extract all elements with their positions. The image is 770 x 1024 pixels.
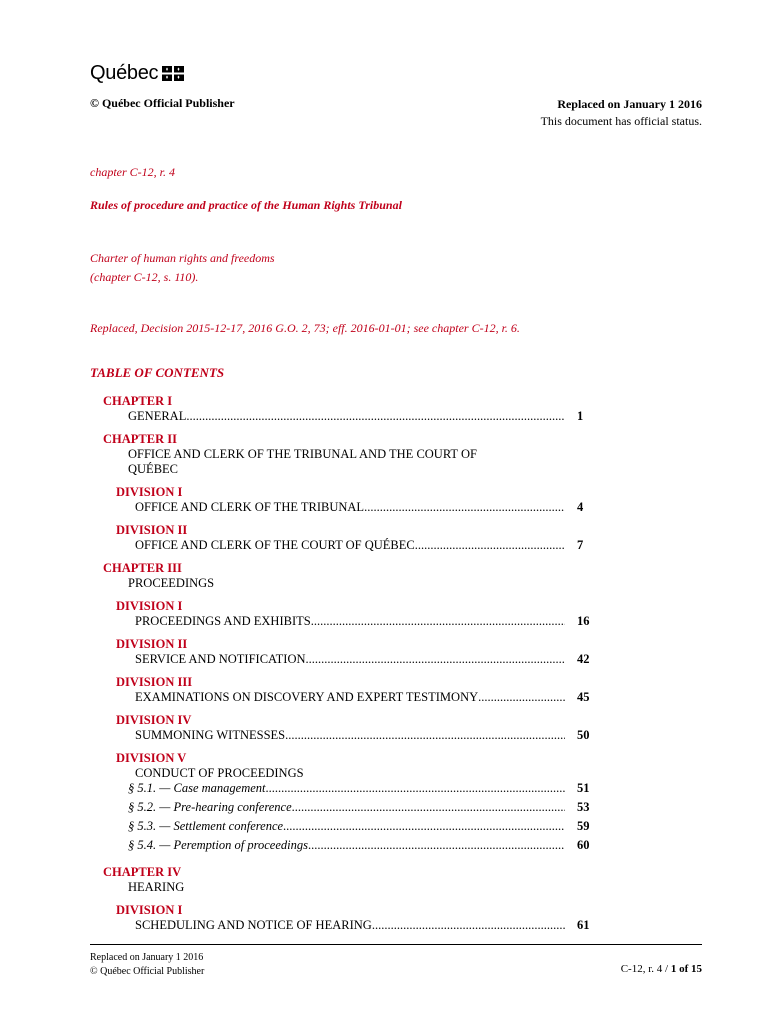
toc-entry[interactable] bbox=[128, 838, 565, 853]
toc-page-number[interactable]: 59 bbox=[577, 819, 590, 833]
toc-entry-label: § 5.4. — Peremption of proceedings bbox=[128, 838, 308, 852]
toc-section-heading: DIVISION IV bbox=[116, 713, 192, 727]
page-number bbox=[621, 963, 702, 975]
toc-section-title: OFFICE AND CLERK OF THE TRIBUNAL AND THE COURT OF bbox=[128, 447, 477, 461]
footer-page-count: 1 of 15 bbox=[670, 963, 702, 975]
toc-leader-dots bbox=[292, 800, 565, 815]
toc-section-title: HEARING bbox=[128, 880, 185, 894]
toc-page-number[interactable]: 16 bbox=[577, 614, 590, 628]
toc-entry-label: GENERAL bbox=[128, 409, 187, 423]
toc-page-number[interactable]: 4 bbox=[577, 500, 584, 514]
toc-entry[interactable] bbox=[135, 918, 565, 933]
footer-publisher: © Québec Official Publisher bbox=[90, 966, 205, 977]
toc-entry[interactable] bbox=[135, 690, 565, 705]
toc-entry[interactable] bbox=[135, 652, 565, 667]
toc-page-number[interactable]: 1 bbox=[577, 409, 584, 423]
toc-page-number[interactable]: 53 bbox=[577, 800, 590, 814]
logo-wordmark: Québec bbox=[90, 62, 159, 84]
enabling-statute bbox=[90, 249, 275, 287]
toc-leader-dots bbox=[186, 409, 565, 424]
toc-section-heading: CHAPTER I bbox=[103, 394, 173, 408]
quebec-logo bbox=[90, 62, 184, 85]
footer-reference: C-12, r. 4 / bbox=[620, 963, 671, 975]
toc-leader-dots bbox=[283, 819, 565, 834]
footer-divider bbox=[90, 944, 702, 945]
toc-entry[interactable] bbox=[128, 800, 565, 815]
toc-leader-dots bbox=[308, 838, 565, 853]
chapter-reference: chapter C-12, r. 4 bbox=[90, 165, 175, 179]
charter-line-1: Charter of human rights and freedoms bbox=[90, 251, 275, 265]
toc-entry-label: PROCEEDINGS AND EXHIBITS bbox=[135, 614, 311, 628]
toc-page-number[interactable]: 61 bbox=[577, 918, 590, 932]
fleur-de-lis-flag-icon bbox=[162, 66, 184, 81]
footer-replaced: Replaced on January 1 2016 bbox=[90, 952, 204, 963]
toc-entry[interactable] bbox=[135, 728, 565, 743]
toc-leader-dots bbox=[285, 728, 565, 743]
publisher-label: © Québec Official Publisher bbox=[90, 96, 235, 110]
official-status: This document has official status. bbox=[540, 114, 702, 128]
toc-section-title: CONDUCT OF PROCEEDINGS bbox=[135, 766, 304, 780]
toc-leader-dots bbox=[415, 538, 565, 553]
toc-page-number[interactable]: 50 bbox=[577, 728, 590, 742]
toc-entry-label: EXAMINATIONS ON DISCOVERY AND EXPERT TESTIMONY bbox=[135, 690, 479, 704]
toc-section-heading: CHAPTER III bbox=[103, 561, 182, 575]
replacement-status bbox=[541, 96, 702, 130]
replaced-date: Replaced on January 1 2016 bbox=[557, 97, 702, 111]
toc-page-number[interactable]: 45 bbox=[577, 690, 590, 704]
toc-leader-dots bbox=[311, 614, 565, 629]
toc-section-heading: DIVISION II bbox=[116, 523, 188, 537]
toc-section-heading: DIVISION I bbox=[116, 485, 183, 499]
charter-line-2: (chapter C-12, s. 110). bbox=[90, 270, 199, 284]
document-title: Rules of procedure and practice of the Human Rights Tribunal bbox=[90, 198, 402, 212]
toc-section-heading: DIVISION III bbox=[116, 675, 193, 689]
toc-leader-dots bbox=[372, 918, 565, 933]
toc-section-heading: CHAPTER II bbox=[103, 432, 177, 446]
toc-section-heading: DIVISION I bbox=[116, 599, 183, 613]
toc-heading: TABLE OF CONTENTS bbox=[90, 365, 225, 380]
toc-leader-dots bbox=[306, 652, 565, 667]
toc-section-title: QUÉBEC bbox=[128, 462, 178, 476]
replacement-note: Replaced, Decision 2015-12-17, 2016 G.O. 2, 73; eff. 2016-01-01; see chapter C-12, r. 6. bbox=[90, 321, 520, 335]
toc-leader-dots bbox=[266, 781, 566, 796]
toc-section-heading: DIVISION V bbox=[116, 751, 187, 765]
toc-entry[interactable] bbox=[128, 819, 565, 834]
toc-leader-dots bbox=[478, 690, 565, 705]
toc-page-number[interactable]: 60 bbox=[577, 838, 590, 852]
toc-section-heading: DIVISION II bbox=[116, 637, 188, 651]
toc-entry-label: SERVICE AND NOTIFICATION bbox=[135, 652, 306, 666]
toc-leader-dots bbox=[364, 500, 565, 515]
toc-entry-label: SCHEDULING AND NOTICE OF HEARING bbox=[135, 918, 372, 932]
toc-page-number[interactable]: 42 bbox=[577, 652, 590, 666]
toc-page-number[interactable]: 7 bbox=[577, 538, 584, 552]
toc-entry-label: § 5.1. — Case management bbox=[128, 781, 266, 795]
toc-entry[interactable] bbox=[135, 614, 565, 629]
toc-entry-label: OFFICE AND CLERK OF THE COURT OF QUÉBEC bbox=[135, 538, 415, 552]
toc-entry-label: SUMMONING WITNESSES bbox=[135, 728, 286, 742]
toc-section-heading: CHAPTER IV bbox=[103, 865, 182, 879]
toc-entry-label: OFFICE AND CLERK OF THE TRIBUNAL bbox=[135, 500, 365, 514]
toc-entry[interactable] bbox=[128, 781, 565, 796]
toc-entry[interactable] bbox=[128, 409, 565, 424]
toc-entry[interactable] bbox=[135, 538, 565, 553]
footer-left bbox=[90, 951, 204, 979]
toc-page-number[interactable]: 51 bbox=[577, 781, 590, 795]
toc-entry[interactable] bbox=[135, 500, 565, 515]
toc-section-heading: DIVISION I bbox=[116, 903, 183, 917]
toc-entry-label: § 5.3. — Settlement conference bbox=[128, 819, 284, 833]
toc-section-title: PROCEEDINGS bbox=[128, 576, 215, 590]
toc-entry-label: § 5.2. — Pre-hearing conference bbox=[128, 800, 292, 814]
